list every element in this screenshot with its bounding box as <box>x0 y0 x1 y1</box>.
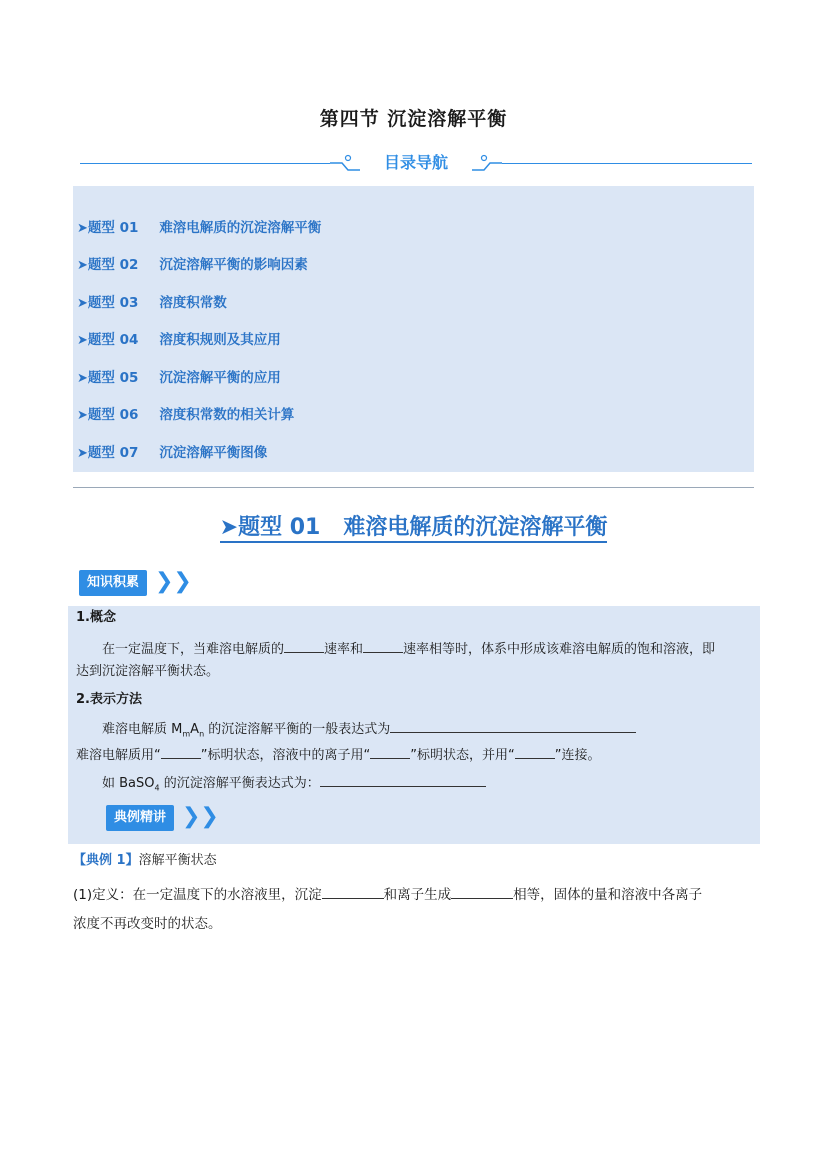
blank[interactable] <box>451 884 513 899</box>
double-chevron-icon: ❯❯ <box>155 569 192 594</box>
example-line1: (1)定义：在一定温度下的水溶液里，沉淀 和离子生成 相等，固体的量和溶液中各离子 <box>73 884 702 905</box>
k2-line2: 难溶电解质用“ ”标明状态，溶液中的离子用“ ”标明状态，并用“ ”连接。 <box>76 744 600 766</box>
toc-item[interactable]: ➤题型 03 溶度积常数 <box>77 295 227 311</box>
blank[interactable] <box>370 744 410 759</box>
arrow-icon: ➤ <box>77 333 88 348</box>
k1-line1: 在一定温度下，当难溶电解质的 速率和 速率相等时，体系中形成该难溶电解质的饱和溶液，即 <box>102 638 715 660</box>
page-title: 第四节 沉淀溶解平衡 <box>319 108 508 130</box>
double-chevron-icon: ❯❯ <box>182 804 219 829</box>
toc-item[interactable]: ➤题型 05 沉淀溶解平衡的应用 <box>77 370 281 386</box>
example-header: 【典例 1】溶解平衡状态 <box>73 853 217 868</box>
example-tag: 典例精讲 ❯❯ <box>106 805 226 831</box>
arrow-icon: ➤ <box>77 446 88 461</box>
toc-item[interactable]: ➤题型 02 沉淀溶解平衡的影响因素 <box>77 257 308 273</box>
blank[interactable] <box>320 772 486 787</box>
blank[interactable] <box>284 638 324 653</box>
arrow-icon: ➤ <box>77 371 88 386</box>
toc-item[interactable]: ➤题型 04 溶度积规则及其应用 <box>77 332 281 348</box>
blank[interactable] <box>161 744 201 759</box>
k2-line1: 难溶电解质 $M_mA_n$ 的沉淀溶解平衡的一般表达式为 <box>102 718 636 745</box>
toc-item[interactable]: ➤题型 07 沉淀溶解平衡图像 <box>77 445 268 461</box>
arrow-icon: ➤ <box>77 221 88 236</box>
k2-heading: 2.表示方法 <box>76 692 142 707</box>
arrow-icon: ➤ <box>219 515 239 540</box>
k1-line2: 达到沉淀溶解平衡状态。 <box>76 664 220 679</box>
example-line2: 浓度不再改变时的状态。 <box>73 916 222 932</box>
nav-line-right <box>502 163 752 164</box>
k1-heading: 1.概念 <box>76 610 116 625</box>
toc-item[interactable]: ➤题型 06 溶度积常数的相关计算 <box>77 407 295 423</box>
nav-title: 目录导航 <box>383 153 448 172</box>
knowledge-panel <box>68 606 760 844</box>
nav-banner <box>80 148 752 184</box>
blank[interactable] <box>515 744 555 759</box>
blank[interactable] <box>390 718 636 733</box>
arrow-icon: ➤ <box>77 258 88 273</box>
divider <box>73 487 754 488</box>
blank[interactable] <box>322 884 384 899</box>
knowledge-tag: 知识积累 ❯❯ <box>79 570 199 596</box>
blank[interactable] <box>363 638 403 653</box>
arrow-icon: ➤ <box>77 408 88 423</box>
k2-line3: 如 BaSO$_4$ 的沉淀溶解平衡表达式为： <box>102 772 486 799</box>
table-of-contents <box>73 186 754 472</box>
section-heading: ➤题型 01 难溶电解质的沉淀溶解平衡 <box>0 510 827 541</box>
toc-item[interactable]: ➤题型 01 难溶电解质的沉淀溶解平衡 <box>77 220 322 236</box>
circuit-right-icon <box>472 152 502 176</box>
arrow-icon: ➤ <box>77 296 88 311</box>
